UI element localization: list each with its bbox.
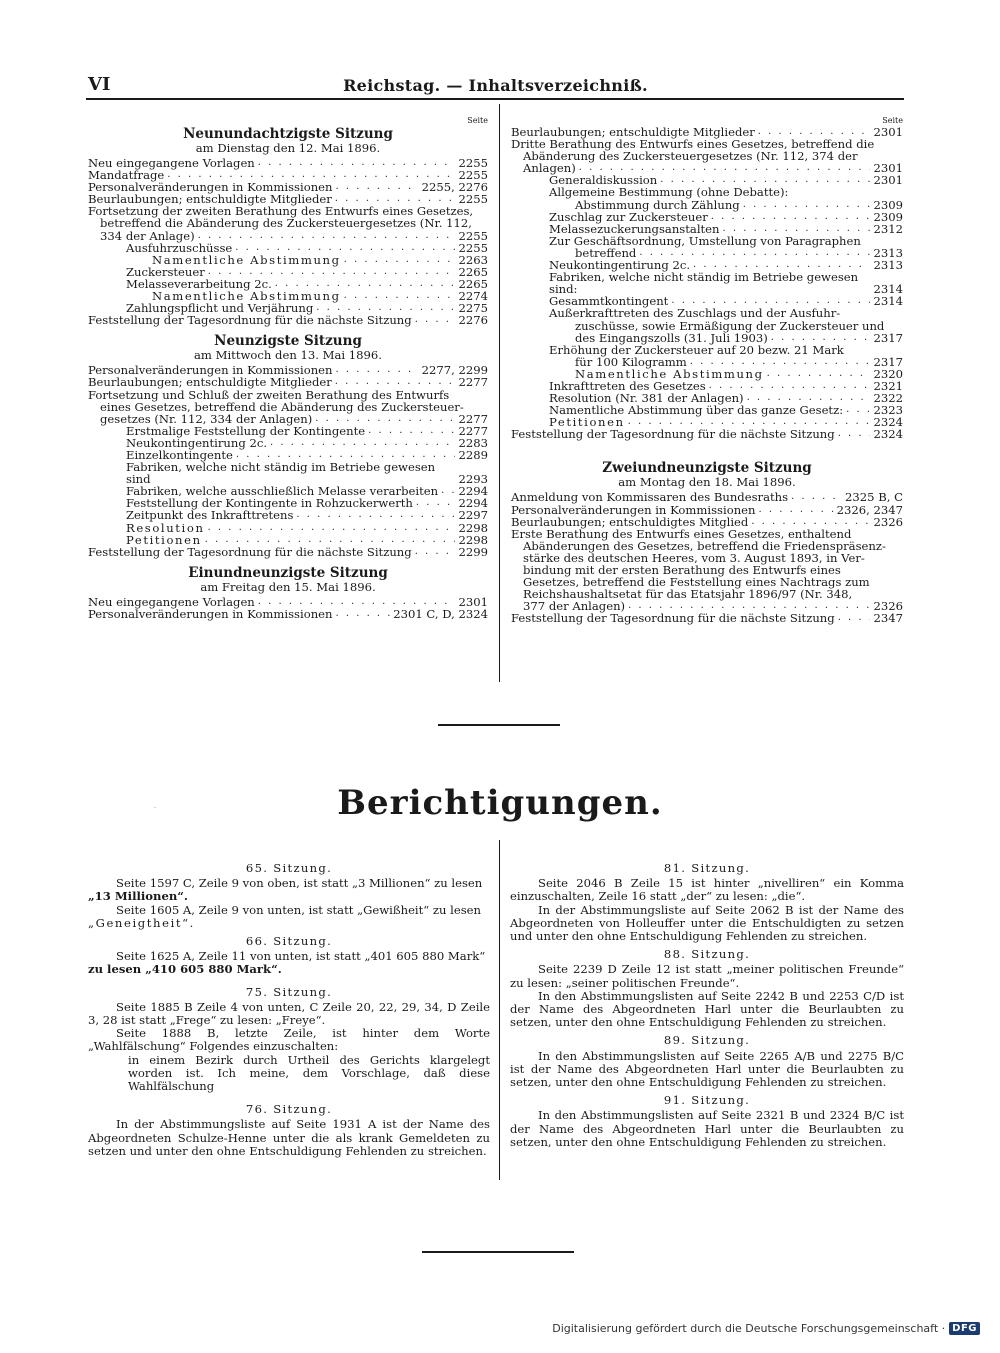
toc-entry: Melassezuckerungsanstalten . . . 2312 <box>511 223 903 235</box>
toc-entry: Feststellung der Kontingente in Rohzuckerwerth . . . 2294 <box>88 497 488 509</box>
toc-right-column <box>511 116 903 624</box>
page-number: VI <box>88 74 111 95</box>
toc-entry-line: Dritte Berathung des Entwurfs eines Gesetzes, betreffend die <box>511 137 875 152</box>
session-date: am Freitag den 15. Mai 1896. <box>200 579 376 594</box>
toc-entry: Feststellung der Tagesordnung für die nächste Sitzung . . . 2299 <box>88 546 488 558</box>
toc-entry: Zeitpunkt des Inkrafttretens . . . 2297 <box>88 509 488 521</box>
correction-text: „13 Millionen“. <box>88 889 188 904</box>
toc-entry: Zuckersteuer . . . 2265 <box>88 266 488 278</box>
toc-entry-line: bindung mit der ersten Berathung des Entwurfs eines <box>523 563 841 577</box>
correction-text: In den Abstimmungslisten auf Seite 2242 B und 2253 C/D ist der Name des Abgeordneten Harl unter die Beurlaubten zu setzen, unter den ohne Entschuldigung Fehlenden zu streichen. <box>510 988 904 1030</box>
session-title: Einundneunzigste Sitzung <box>188 564 388 581</box>
toc-entry: Personalveränderungen in Kommissionen . . . 2301 C, D, 2324 <box>88 608 488 620</box>
toc-entry-line: Erhöhung der Zuckersteuer auf 20 bezw. 21 Mark <box>549 342 844 357</box>
correction-heading: 81. Sitzung. <box>663 861 751 875</box>
dfg-logo: DFG <box>949 1322 980 1335</box>
end-divider <box>422 1251 574 1253</box>
toc-entry-line: Abänderung des Zuckersteuergesetzes (Nr. 112, 374 der <box>523 149 858 164</box>
toc-entry: Anlagen) . . . 2301 <box>511 162 903 174</box>
toc-entry-line: stärke des deutschen Heeres, vom 3. August 1893, in Ver- <box>523 550 865 565</box>
toc-entry: Beurlaubungen; entschuldigte Mitglieder . . . 2255 <box>88 193 488 205</box>
correction-text: „Geneigtheit“. <box>88 915 195 930</box>
seite-label: Seite <box>882 116 903 125</box>
toc-entry: Neukontingentirung 2c. . . . 2283 <box>88 437 488 449</box>
toc-entry: Neu eingegangene Vorlagen . . . 2301 <box>88 596 488 608</box>
toc-entry: Namentliche Abstimmung . . . 2320 <box>511 368 903 380</box>
page-header <box>88 74 903 96</box>
toc-entry: Anmeldung von Kommissaren des Bundesraths . . . 2325 B, C <box>511 491 903 503</box>
toc-entry: Beurlaubungen; entschuldigte Mitglieder . . . 2301 <box>511 126 903 138</box>
toc-entry: Generaldiskussion . . . 2301 <box>511 174 903 186</box>
correction-text: In den Abstimmungslisten auf Seite 2321 B und 2324 B/C ist der Name des Abgeordneten Harl unter die Beurlaubten zu setzen, unter den ohne Entschuldigung Fehlenden zu streichen. <box>510 1108 904 1149</box>
toc-entry: Ausfuhrzuschüsse . . . 2255 <box>88 242 488 254</box>
correction-heading: 89. Sitzung. <box>663 1033 751 1048</box>
toc-entry: Neukontingentirung 2c. . . . 2313 <box>511 259 903 271</box>
correction-text: Seite 1885 B Zeile 4 von unten, C Zeile 20, 22, 29, 34, D Zeile 3, 28 ist statt „Frege“ zu lesen: „Freye“. <box>88 999 490 1028</box>
correction-text: In der Abstimmungsliste auf Seite 2062 B ist der Name des Abgeordneten von Holleuffer unter die Entschuldigten zu setzen und unter den ohne Entschuldigung Fehlenden zu streichen. <box>510 902 904 944</box>
toc-entry-line: zuschüsse, sowie Ermäßigung der Zuckersteuer und <box>575 318 885 333</box>
toc-entry: 334 der Anlage) . . . 2255 <box>88 230 488 242</box>
toc-entry-line: Fortsetzung und Schluß der zweiten Berathung des Entwurfs <box>88 387 450 402</box>
correction-text: Seite 1605 A, Zeile 9 von unten, ist statt „Gewißheit“ zu lesen <box>116 902 482 917</box>
corrections-column-rule <box>499 840 500 1180</box>
toc-entry: Einzelkontingente . . . 2289 <box>88 449 488 461</box>
toc-entry-line: Reichshaushaltsetat für das Etatsjahr 1896/97 (Nr. 348, <box>523 587 853 602</box>
toc-entry: Gesammtkontingent . . . 2314 <box>511 295 903 307</box>
toc-entry-line: Zur Geschäftsordnung, Umstellung von Paragraphen <box>549 233 861 248</box>
session-title: Zweiundneunzigste Sitzung <box>602 460 812 477</box>
toc-entry-line: Abänderungen des Gesetzes, betreffend die Friedenspräsenz- <box>523 538 886 553</box>
toc-entry: betreffend . . . 2313 <box>511 247 903 259</box>
running-title: Reichstag. — Inhaltsverzeichniß. <box>343 76 648 95</box>
toc-entry: 377 der Anlagen) . . . 2326 <box>511 600 903 612</box>
header-rule <box>86 98 904 100</box>
toc-entry: Resolution (Nr. 381 der Anlagen) . . . 2322 <box>511 392 903 404</box>
toc-entry-line: Erste Berathung des Entwurfs eines Gesetzes, enthaltend <box>511 526 852 541</box>
toc-entry: Zuschlag zur Zuckersteuer . . . 2309 <box>511 211 903 223</box>
seite-label: Seite <box>467 116 488 125</box>
toc-entry: Melasseverarbeitung 2c. . . . 2265 <box>88 278 488 290</box>
correction-heading: 91. Sitzung. <box>663 1093 751 1108</box>
toc-entry: Mandatfrage . . . 2255 <box>88 169 488 181</box>
toc-entry: Personalveränderungen in Kommissionen . . . 2277, 2299 <box>88 364 488 376</box>
correction-heading: 76. Sitzung. <box>245 1102 333 1117</box>
correction-heading: 88. Sitzung. <box>663 947 751 962</box>
toc-entry: Petitionen . . . 2298 <box>88 534 488 546</box>
toc-entry: Erstmalige Feststellung der Kontingente . . . 2277 <box>88 425 488 437</box>
toc-entry: Inkrafttreten des Gesetzes . . . 2321 <box>511 380 903 392</box>
toc-entry: Beurlaubungen; entschuldigte Mitglieder . . . 2277 <box>88 376 488 388</box>
session-date: am Dienstag den 12. Mai 1896. <box>195 141 381 155</box>
toc-entry: Beurlaubungen; entschuldigtes Mitglied . . . 2326 <box>511 516 903 528</box>
correction-text: Seite 1625 A, Zeile 11 von unten, ist statt „401 605 880 Mark“ <box>116 949 486 964</box>
toc-entry: Feststellung der Tagesordnung für die nächste Sitzung . . . 2347 <box>511 612 903 624</box>
toc-entry: Namentliche Abstimmung über das ganze Gesetz: . . . 2323 <box>511 404 903 416</box>
toc-entry: Zahlungspflicht und Verjährung . . . 2275 <box>88 302 488 314</box>
correction-heading: 75. Sitzung. <box>245 984 333 999</box>
correction-text: Seite 1597 C, Zeile 9 von oben, ist statt „3 Millionen“ zu lesen <box>116 876 483 891</box>
print-speck: · <box>154 804 157 812</box>
toc-entry-line: betreffend die Abänderung des Zuckersteuergesetzes (Nr. 112, <box>100 216 472 231</box>
correction-text: Seite 2046 B Zeile 15 ist hinter „nivelliren“ ein Komma einzuschalten, Zeile 16 statt „der“ zu lesen: „die“. <box>510 876 904 904</box>
toc-entry: Fabriken, welche nicht ständig im Betriebe gewesen sind 2293 <box>126 460 488 487</box>
toc-entry: Feststellung der Tagesordnung für die nächste Sitzung . . . 2276 <box>88 314 488 326</box>
toc-entry: des Eingangszolls (31. Juli 1903) . . . 2317 <box>511 332 903 344</box>
toc-entry: Namentliche Abstimmung . . . 2263 <box>88 254 488 266</box>
toc-left-column <box>88 116 488 620</box>
session-date: am Montag den 18. Mai 1896. <box>618 475 796 490</box>
correction-text: in einem Bezirk durch Urtheil des Gerichts klargelegt worden ist. Ich meine, dem Vorschlage, daß diese Wahlfälschung <box>128 1052 490 1094</box>
column-rule <box>499 104 500 682</box>
toc-entry: Namentliche Abstimmung . . . 2274 <box>88 290 488 302</box>
toc-entry: Feststellung der Tagesordnung für die nächste Sitzung . . . 2324 <box>511 428 903 440</box>
toc-entry: Petitionen . . . 2324 <box>511 416 903 428</box>
correction-text: Seite 2239 D Zeile 12 ist statt „meiner politischen Freunde“ zu lesen: „seiner politischen Freunde“. <box>510 962 904 990</box>
corrections-left-column <box>88 862 490 1158</box>
session-title: Neunzigste Sitzung <box>214 333 362 350</box>
toc-entry: Resolution . . . 2298 <box>88 522 488 534</box>
digitization-footer <box>552 1322 980 1335</box>
correction-heading: 66. Sitzung. <box>245 934 333 949</box>
toc-entry: für 100 Kilogramm . . . 2317 <box>511 356 903 368</box>
session-title: Neunundachtzigste Sitzung <box>183 126 393 142</box>
session-date: am Mittwoch den 13. Mai 1896. <box>194 348 382 363</box>
toc-entry: Fabriken, welche ausschließlich Melasse verarbeiten . . . 2294 <box>88 485 488 497</box>
toc-entry-line: Fortsetzung der zweiten Berathung des Entwurfs eines Gesetzes, <box>88 204 474 219</box>
toc-entry: gesetzes (Nr. 112, 334 der Anlagen) . . . 2277 <box>88 413 488 425</box>
toc-entry: Personalveränderungen in Kommissionen . . . 2255, 2276 <box>88 181 488 193</box>
footer-text: Digitalisierung gefördert durch die Deutsche Forschungsgemeinschaft · <box>552 1322 946 1335</box>
correction-text: zu lesen „410 605 880 Mark“. <box>88 962 282 977</box>
toc-entry: Abstimmung durch Zählung . . . 2309 <box>511 199 903 211</box>
toc-entry-line: Allgemeine Bestimmung (ohne Debatte): <box>549 185 789 200</box>
toc-entry-line: Außerkrafttreten des Zuschlags und der Ausfuhr- <box>549 306 841 321</box>
correction-heading: 65. Sitzung. <box>245 861 333 875</box>
corrections-title: Berichtigungen. <box>337 783 663 823</box>
corrections-right-column <box>510 862 904 1149</box>
correction-text: In der Abstimmungsliste auf Seite 1931 A ist der Name des Abgeordneten Schulze-Henne unter die als krank Gemeldeten zu setzen und unter den ohne Entschuldigung Fehlenden zu streichen. <box>88 1117 490 1158</box>
toc-entry-line: Gesetzes, betreffend die Feststellung eines Nachtrags zum <box>523 575 870 590</box>
toc-entry: Fabriken, welche nicht ständig im Betriebe gewesen sind: 2314 <box>549 270 903 297</box>
toc-entry: Neu eingegangene Vorlagen . . . 2255 <box>88 157 488 169</box>
correction-text: Seite 1888 B, letzte Zeile, ist hinter dem Worte „Wahlfälschung“ Folgendes einzuschalten: <box>88 1026 490 1054</box>
toc-entry: Personalveränderungen in Kommissionen . . . 2326, 2347 <box>511 504 903 516</box>
correction-text: In den Abstimmungslisten auf Seite 2265 A/B und 2275 B/C ist der Name des Abgeordneten Harl unter die Beurlaubten zu setzen, unter den ohne Entschuldigung Fehlenden zu streichen. <box>510 1048 904 1090</box>
toc-entry-line: eines Gesetzes, betreffend die Abänderung des Zuckersteuer- <box>100 399 464 414</box>
section-divider <box>438 724 560 726</box>
